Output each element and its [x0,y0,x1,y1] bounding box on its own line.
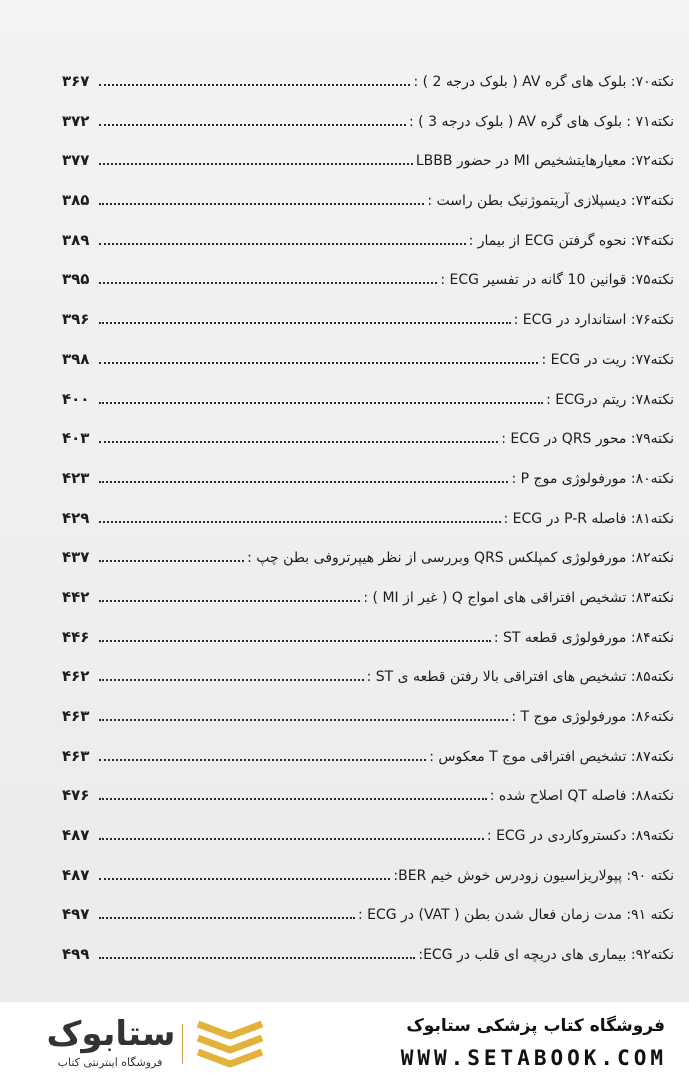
toc-leader-dots [99,837,484,840]
toc-page-number: ۴۶۲ [62,667,90,686]
toc-entry [62,782,674,804]
toc-entry [62,108,674,130]
toc-entry-title: نکته۸۱: فاصله P-R در ECG : [503,510,674,527]
toc-page-number: ۴۹۹ [62,945,90,964]
toc-entry [62,862,674,884]
toc-entry [62,901,674,923]
toc-page-number: ۴۰۳ [62,429,90,448]
toc-entry-title: نکته۷۹: محور QRS در ECG : [501,431,674,448]
store-name: فروشگاه کتاب پزشکی ستابوک [406,1016,665,1036]
toc-entry-title: نکته ۹۱: مدت زمان فعال شدن بطن ( VAT) در ECG : [357,907,674,924]
toc-leader-dots [99,599,360,602]
toc-leader-dots [99,242,466,245]
toc-entry [62,266,674,288]
toc-entry [62,544,674,566]
toc-page-number: ۳۷۲ [62,111,90,130]
toc-page-number: ۳۶۷ [62,72,90,90]
toc-entry-title: نکته۷۸: ریتم درECG : [546,391,674,408]
toc-page-number: ۳۸۹ [62,230,90,249]
toc-page-number: ۴۶۳ [62,746,90,765]
toc-entry-title: نکته۸۳: تشخیص افتراقی های امواج Q ( غیر از MI ) : [363,589,674,606]
toc-leader-dots [99,401,543,404]
toc-page-number: ۴۲۳ [62,468,90,487]
toc-leader-dots [99,361,538,364]
toc-page-number: ۴۸۷ [62,826,90,845]
toc-page-number: ۴۳۷ [62,548,90,567]
toc-leader-dots [99,877,390,880]
toc-page-number: ۴۲۹ [62,508,90,527]
toc-entry [62,941,674,963]
toc-page-number: ۴۰۰ [62,389,90,408]
toc-page-number: ۴۸۷ [62,865,90,884]
toc-entry [62,663,674,685]
toc-entry [62,346,674,368]
toc-entry [62,386,674,408]
toc-entry [62,703,674,725]
toc-leader-dots [99,83,410,86]
toc-entry-title: نکته ۹۰: پپولاریزاسیون زودرس خوش خیم BER: [393,867,674,884]
toc-entry-title: نکته۸۰: مورفولوژی موج P : [511,470,674,487]
toc-entry-title: نکته۷۷: ریت در ECG : [541,351,674,368]
toc-entry [62,584,674,606]
toc-page-number: ۴۹۷ [62,905,90,924]
toc-entry-title: نکته۷۰: بلوک های گره AV ( بلوک درجه 2 ) : [413,74,674,90]
toc-leader-dots [99,639,491,642]
toc-entry-title: نکته۷۵: قوانین 10 گانه در تفسیر ECG : [440,272,674,289]
toc-leader-dots [99,480,508,483]
toc-page-number: ۳۷۷ [62,151,90,170]
store-url: WWW.SETABOOK.COM [400,1046,667,1070]
toc-leader-dots [99,440,498,443]
toc-page-number: ۳۹۶ [62,310,90,329]
toc-leader-dots [99,202,424,205]
toc-page-number: ۴۴۲ [62,587,90,606]
table-of-contents [62,68,674,981]
toc-entry-title: نکته۸۹: دکستروکاردی در ECG : [486,828,674,845]
toc-leader-dots [99,718,508,721]
toc-entry-title: نکته۸۷: تشخیص افتراقی موج T معکوس : [429,748,674,765]
logo-divider [182,1024,183,1064]
toc-entry-title: نکته۸۲: مورفولوژی کمپلکس QRS وبررسی از نظر هیپرتروفی بطن چپ : [247,550,674,567]
toc-entry-title: نکته۷۴: نحوه گرفتن ECG از بیمار : [468,232,674,249]
toc-entry [62,306,674,328]
toc-entry [62,187,674,209]
toc-entry [62,68,674,90]
toc-entry-title: نکته۸۶: مورفولوژی موج T : [511,709,674,725]
toc-entry-title: نکته۸۸: فاصله QT اصلاح شده : [489,788,674,805]
toc-entry [62,227,674,249]
toc-entry [62,743,674,765]
toc-page-number: ۳۸۵ [62,191,90,210]
toc-entry [62,624,674,646]
toc-leader-dots [99,162,413,165]
toc-entry-title: نکته۷۶: استاندارد در ECG : [513,312,674,329]
store-footer-banner [0,1002,689,1079]
toc-page-number: ۳۹۸ [62,349,90,368]
toc-leader-dots [99,916,355,919]
toc-entry [62,465,674,487]
store-logo-subtitle: فروشگاه اینترنتی کتاب [57,1056,163,1069]
toc-entry [62,147,674,169]
toc-page-number: ۳۹۵ [62,270,90,289]
toc-page-number: ۴۶۳ [62,707,90,725]
toc-page-number: ۴۴۶ [62,627,90,646]
store-logo-text: ستابوک [46,1014,176,1054]
toc-leader-dots [99,321,511,324]
toc-entry [62,425,674,447]
toc-leader-dots [99,281,437,284]
toc-leader-dots [99,123,406,126]
toc-leader-dots [99,797,487,800]
toc-entry-title: نکته۹۲: بیماری های دریچه ای قلب در ECG: [418,947,674,964]
toc-page-number: ۴۷۶ [62,786,90,805]
toc-leader-dots [99,559,244,562]
toc-entry-title: نکته۸۵: تشخیص های افتراقی بالا رفتن قطعه ی ST : [366,669,674,686]
toc-entry [62,505,674,527]
toc-leader-dots [99,758,426,761]
toc-leader-dots [99,956,415,959]
book-stack-logo-icon [190,1014,270,1070]
toc-entry-title: نکته۷۱ : بلوک های گره AV ( بلوک درجه 3 ) : [409,113,674,130]
toc-entry-title: نکته۸۴: مورفولوژی قطعه ST : [493,629,674,646]
toc-entry [62,822,674,844]
toc-leader-dots [99,520,501,523]
toc-entry-title: نکته۷۳: دیسپلازی آریتموژنیک بطن راست : [427,193,674,210]
toc-entry-title: نکته۷۲: معیارهایتشخیص MI در حضور LBBB [415,153,674,170]
toc-leader-dots [99,678,364,681]
